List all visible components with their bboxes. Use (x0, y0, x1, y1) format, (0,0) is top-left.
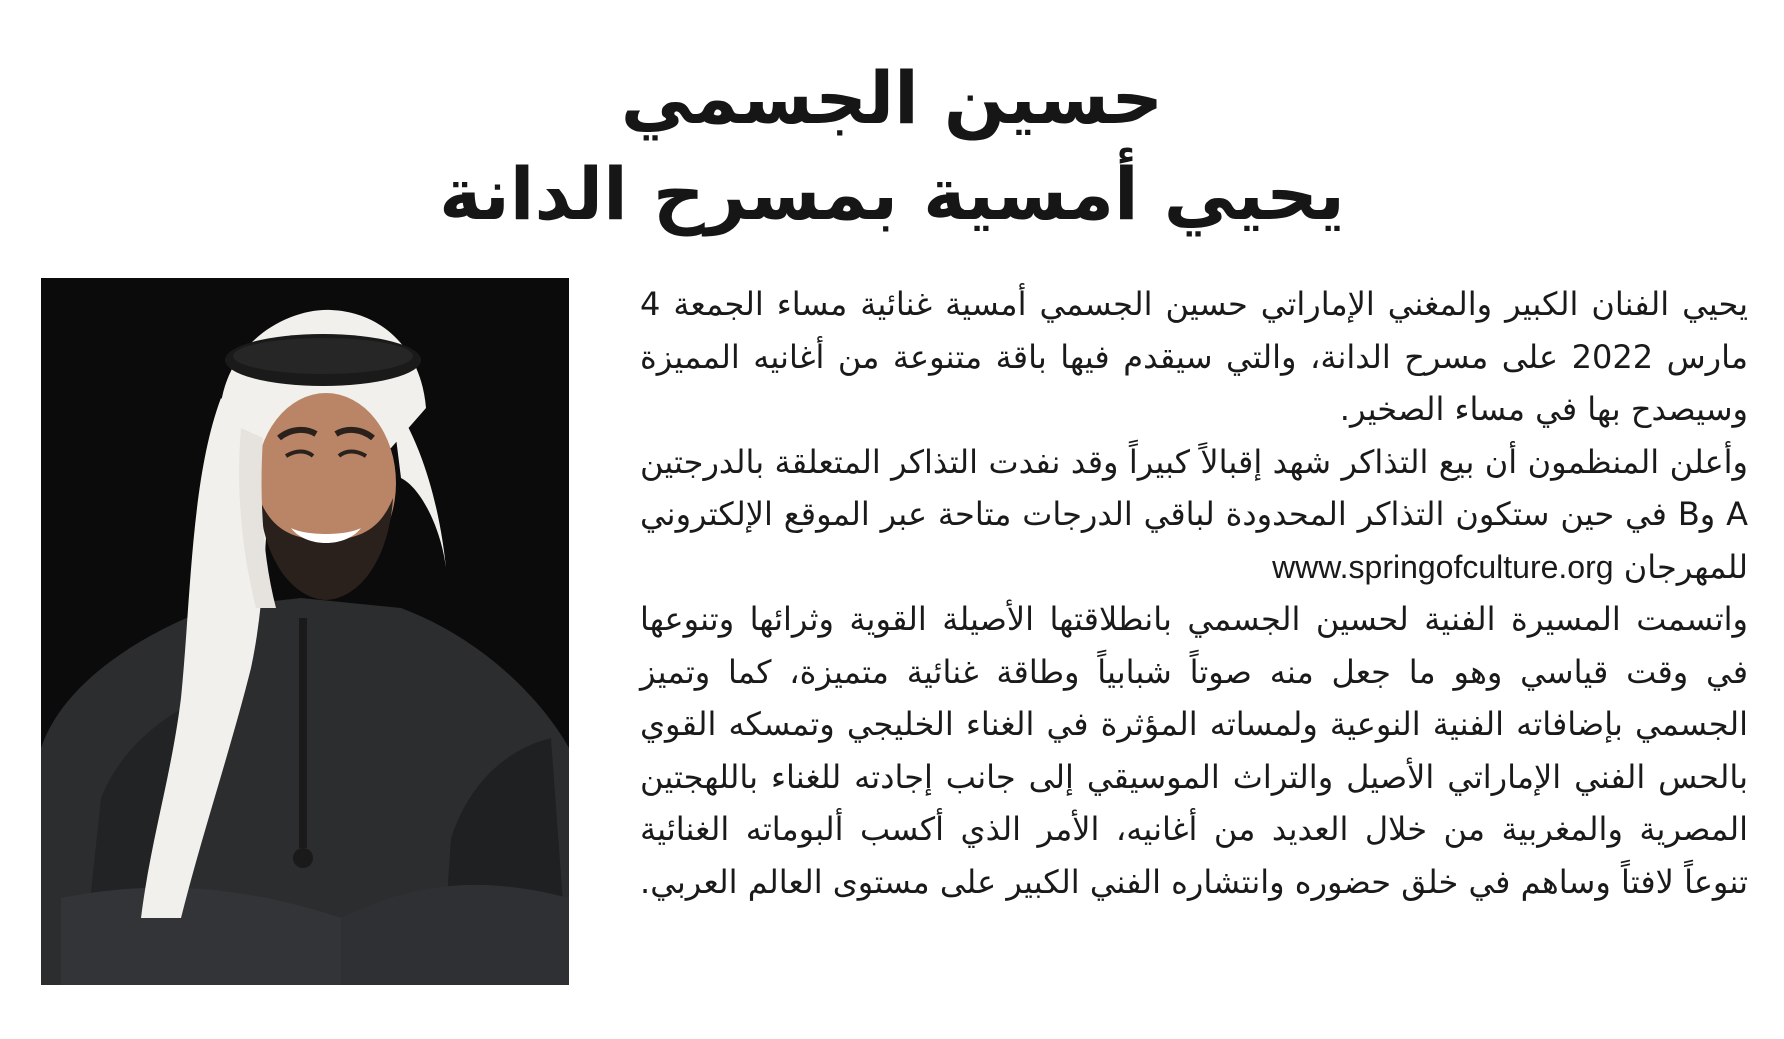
article-paragraph-2-text: وأعلن المنظمون أن بيع التذاكر شهد إقبالاً كبيراً وقد نفدت التذاكر المتعلقة بالدرجتين A وB في حين ستكون التذاكر المحدودة لباقي الدرجات متاحة عبر الموقع الإلكتروني للمهرجان (640, 442, 1749, 586)
headline-line-2: يحيي أمسية بمسرح الدانة (439, 152, 1345, 236)
article-paragraph-1: يحيي الفنان الكبير والمغني الإماراتي حسين الجسمي أمسية غنائية مساء الجمعة 4 مارس 2022 على مسرح الدانة، والتي سيقدم فيها باقة متنوعة من أغانيه المميزة وسيصدح بها في مساء الصخير. (640, 285, 1749, 428)
portrait-illustration (41, 278, 569, 985)
article-paragraph-3: واتسمت المسيرة الفنية لحسين الجسمي بانطلاقتها الأصيلة القوية وثرائها وتنوعها في وقت قياسي وهو ما جعل منه صوتاً شبابياً وطاقة غنائية متميزة، كما وتميز الجسمي بإضافاته الفنية النوعية ولمساته المؤثرة في الغناء الخليجي وتمسكه القوي بالحس الفني الإماراتي الأصيل والتراث الموسيقي إلى جانب إجادته للغناء باللهجتين المصرية والمغربية من خلال العديد من أغانيه، الأمر الذي أكسب ألبوماته الغنائية تنوعاً لافتاً وساهم في خلق حضوره وانتشاره الفني الكبير على مستوى العالم العربي. (640, 600, 1748, 901)
festival-website-link[interactable]: www.springofculture.org (1272, 548, 1614, 585)
headline-line-1: حسين الجسمي (620, 56, 1164, 140)
headline (0, 50, 1784, 242)
article-body (640, 278, 1748, 998)
article-paragraph-2 (640, 436, 1748, 594)
article-photo (41, 278, 569, 985)
